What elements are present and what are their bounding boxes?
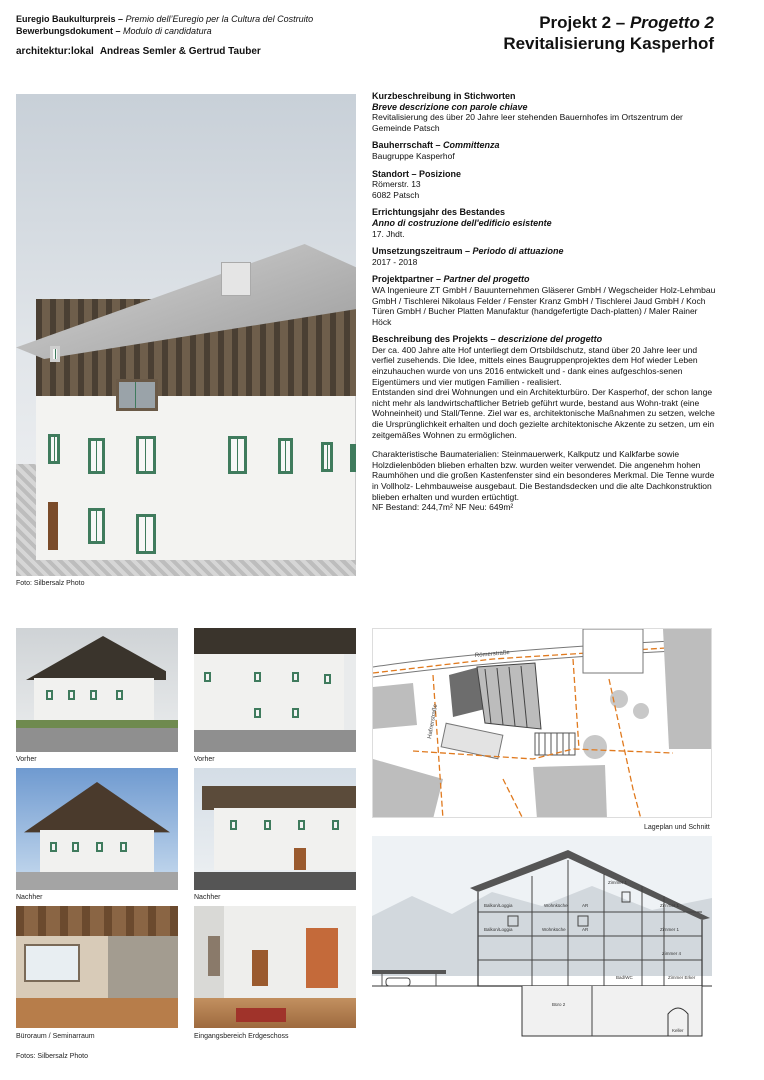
photo-caption: Eingangsbereich Erdgeschoss (194, 1033, 289, 1040)
path-label: Hafnerstraße (427, 703, 440, 740)
document-type-italian: Modulo di candidatura (123, 26, 212, 36)
section-title: Errichtungsjahr des Bestandes (372, 207, 506, 218)
photo-caption: Vorher (194, 756, 215, 763)
photo-after-1 (16, 768, 178, 890)
description-paragraph: Der ca. 400 Jahre alte Hof unterliegt dem Ortsbildschutz, stand über 20 Jahre leer und verfiel zusehends. Die Idee, mittels eines Baugruppenprojektes dem Hof wieder Leben einzuhauchen wurde von uns 2016 entwickelt und - dank eines aufgeschlos-senen Eigentümers und vier mutigen Familien - realisiert. (372, 344, 698, 387)
project-info-column (372, 91, 718, 520)
room-label: Balkon/Loggia (484, 927, 513, 932)
section-period (372, 246, 718, 267)
address-city: 6082 Patsch (372, 189, 420, 200)
photo-caption: Vorher (16, 756, 37, 763)
photo-before-2 (194, 628, 356, 752)
section-title-italian: Anno di costruzione dell'edificio esistente (372, 217, 552, 228)
site-plan-svg (373, 629, 712, 818)
description-paragraph: Charakteristische Baumaterialien: Steinmauerwerk, Kalkputz und Kalkfarbe sowie Holzdielenböden blieben erhalten bzw. wurden weiter verwendet. Die angenehm hohen Raumhöhen und die großen Kastenfenster sind ein besonderes Merkmal. Die Tenne wurde in Vollholz- Lehmbauweise ausgebaut. Die Bestandsdecken und die alte Dachkonstruktion blieben erhalten und wurden ertüchtigt. (372, 449, 715, 502)
section-text: 2017 - 2018 (372, 256, 418, 267)
section-year (372, 207, 718, 239)
photo-after-2 (194, 768, 356, 890)
photo-office-seminar-room (16, 906, 178, 1028)
room-label: Wohnküche (544, 903, 568, 908)
building-section-drawing (372, 836, 712, 1044)
project-number: Projekt 2 – (539, 13, 630, 32)
office-name: architektur:lokal (16, 46, 94, 57)
competition-name: Euregio Baukulturpreis – (16, 14, 126, 24)
room-label: Wohnküche (542, 927, 566, 932)
description-paragraph: Entstanden sind drei Wohnungen und ein Architekturbüro. Der Kasperhof, der schon lange nicht mehr als landwirtschaftlicher Betrieb geführt wurde, bestand aus Wohn-trakt (eine Wohneinheit) und Stall/Tenne. Ziel war es, architektonische Maßnahmen zu setzen, welche die Ursprünglichkeit erhalten und doch gezielte architektonische Akzente zu setzen, um ein zeitgemäßes Wohnen zu ermöglichen. (372, 387, 715, 440)
photo-entrance-hall (194, 906, 356, 1028)
photo-caption: Nachher (194, 894, 221, 901)
author-line (16, 46, 261, 57)
section-title-italian: descrizione del progetto (498, 334, 603, 345)
room-label: Zimmer 1 (660, 927, 679, 932)
section-title-italian: Partner del progetto (443, 274, 530, 285)
project-title (503, 12, 714, 54)
hero-photo-kasperhof (16, 94, 356, 576)
section-title-italian: Breve descrizione con parole chiave (372, 101, 528, 112)
section-partners (372, 274, 718, 327)
section-keywords (372, 91, 718, 133)
section-text: WA Ingenieure ZT GmbH / Bauunternehmen Gläserer GmbH / Wegscheider Holz-Lehmbau GmbH / Tischlerei Nikolaus Felder / Fenster Kranz GmbH / Tischlerei Jaud GmbH / Koch Türen GmbH / Bucher Platten Manufaktur (handgefertigte Dach-platten) / Maler Rainer Höck (372, 284, 716, 327)
section-title: Bauherrschaft – (372, 140, 444, 151)
section-svg (372, 836, 712, 1044)
street-label: Römerstraße (474, 649, 511, 659)
room-label: Zimmer 1 (608, 880, 627, 885)
site-plan-drawing (372, 628, 712, 818)
section-text: 17. Jhdt. (372, 228, 405, 239)
photo-caption: Nachher (16, 894, 43, 901)
room-label: Keller (672, 1028, 684, 1033)
room-label: AR (582, 903, 589, 908)
room-label: Zimmer Erker (668, 975, 696, 980)
section-title: Standort – Posizione (372, 168, 462, 179)
section-description (372, 334, 718, 513)
competition-name-italian: Premio dell’Euregio per la Cultura del Costruito (125, 14, 314, 24)
section-title-italian: Periodo di attuazione (472, 246, 564, 257)
section-title: Kurzbeschreibung in Stichworten (372, 91, 516, 101)
room-label: Zimmer 1 (660, 903, 679, 908)
room-label: AR (582, 927, 589, 932)
room-label: Bad/WC (616, 975, 633, 980)
room-label: Büro 2 (552, 1002, 566, 1007)
room-label: Zimmer 4 (662, 951, 681, 956)
section-location (372, 169, 718, 201)
hero-photo-credit: Foto: Silbersalz Photo (16, 580, 85, 587)
section-client (372, 140, 718, 161)
competition-header (16, 13, 313, 37)
project-number-italian: Progetto 2 (629, 13, 714, 32)
architect-names: Andreas Semler & Gertrud Tauber (99, 46, 261, 57)
section-title: Umsetzungszeitraum – (372, 246, 473, 257)
photo-before-1 (16, 628, 178, 752)
photos-credit: Fotos: Silbersalz Photo (16, 1053, 88, 1060)
document-type: Bewerbungsdokument – (16, 26, 124, 36)
room-label: Balkon/Loggia (484, 903, 513, 908)
drawing-caption: Lageplan und Schnitt (644, 824, 710, 831)
section-title: Projektpartner – (372, 274, 444, 285)
address-street: Römerstr. 13 (372, 179, 421, 190)
section-text: Revitalisierung des über 20 Jahre leer stehenden Bauernhofes im Ortszentrum der Gemeinde Patsch (372, 112, 683, 133)
section-text: Baugruppe Kasperhof (372, 150, 455, 161)
section-title: Beschreibung des Projekts – (372, 334, 499, 345)
project-name: Revitalisierung Kasperhof (503, 34, 714, 53)
floor-area: NF Bestand: 244,7m² NF Neu: 649m² (372, 502, 514, 513)
section-title-italian: Committenza (443, 140, 500, 151)
photo-caption: Büroraum / Seminarraum (16, 1033, 95, 1040)
